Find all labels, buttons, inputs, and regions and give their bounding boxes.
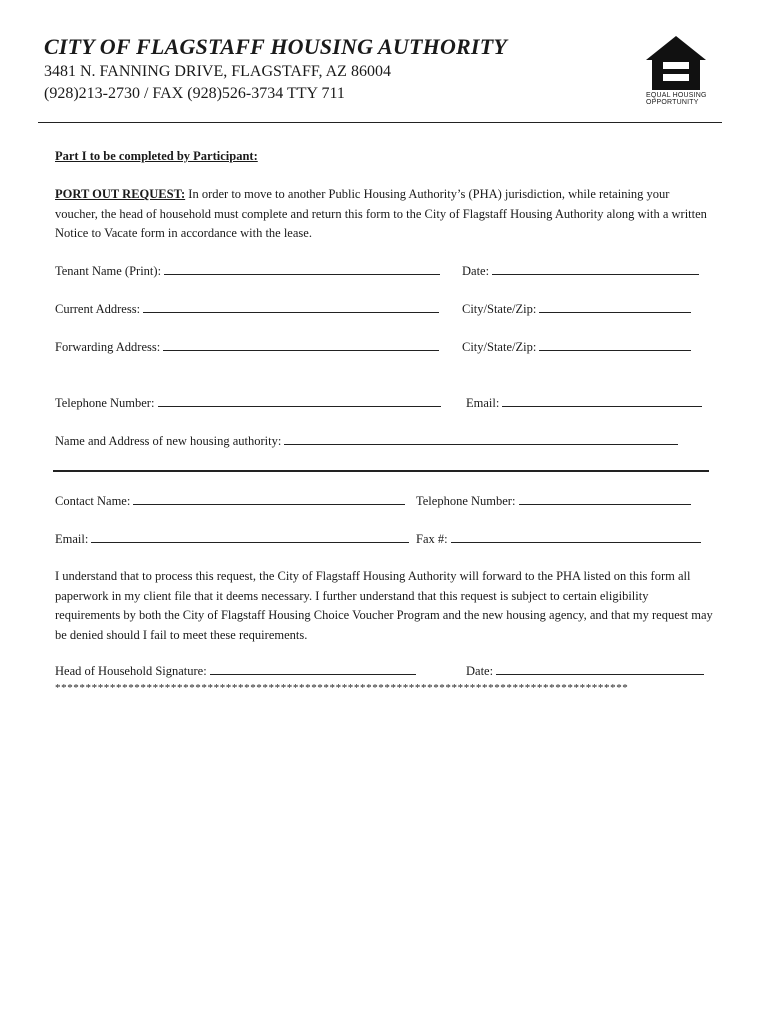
date-row bbox=[462, 262, 699, 279]
city-state-zip-label: City/State/Zip: bbox=[462, 302, 537, 316]
signature-label: Head of Household Signature: bbox=[55, 664, 207, 678]
header-divider bbox=[38, 122, 722, 123]
contact-email-label: Email: bbox=[55, 532, 89, 546]
authority-address: 3481 N. FANNING DRIVE, FLAGSTAFF, AZ 86004 bbox=[44, 63, 391, 80]
tenant-name-row bbox=[55, 262, 440, 279]
contact-telephone-label: Telephone Number: bbox=[416, 494, 516, 508]
signature-row bbox=[55, 662, 416, 679]
signature-date-line[interactable] bbox=[496, 662, 704, 675]
authority-title: CITY OF FLAGSTAFF HOUSING AUTHORITY bbox=[44, 34, 507, 59]
part1-heading: Part I to be completed by Participant: bbox=[55, 149, 258, 163]
telephone-label: Telephone Number: bbox=[55, 396, 155, 410]
new-authority-row bbox=[55, 432, 678, 449]
date-line[interactable] bbox=[492, 262, 699, 275]
current-address-label: Current Address: bbox=[55, 302, 141, 316]
email-label: Email: bbox=[466, 396, 500, 410]
fax-label: Fax #: bbox=[416, 532, 448, 546]
authority-address-line[interactable] bbox=[53, 470, 709, 472]
asterisk-separator: ********************************************************************************************** bbox=[55, 682, 629, 694]
telephone-row bbox=[55, 394, 441, 411]
request-title: PORT OUT REQUEST: bbox=[55, 187, 186, 201]
tenant-name-line[interactable] bbox=[164, 262, 440, 275]
forwarding-address-label: Forwarding Address: bbox=[55, 340, 161, 354]
forwarding-address-line[interactable] bbox=[163, 338, 439, 351]
contact-name-row bbox=[55, 492, 405, 509]
contact-name-label: Contact Name: bbox=[55, 494, 131, 508]
acknowledgement-paragraph: I understand that to process this request, the City of Flagstaff Housing Authority will forward to the PHA listed on this form all paperwork in my client file that it deems necessary. I further understand that this request is subject to certain eligibility requirements by both the City of Flagstaff Housing Choice Voucher Program and the new housing agency, and that my request may be denied should I fail to meet these requirements. bbox=[55, 569, 713, 642]
signature-line[interactable] bbox=[210, 662, 416, 675]
new-authority-label: Name and Address of new housing authority: bbox=[55, 434, 282, 448]
current-address-row bbox=[55, 300, 439, 317]
forwarding-city-state-zip-label: City/State/Zip: bbox=[462, 340, 537, 354]
port-out-request-paragraph bbox=[55, 185, 715, 244]
email-line[interactable] bbox=[502, 394, 702, 407]
tenant-name-label: Tenant Name (Print): bbox=[55, 264, 162, 278]
contact-name-line[interactable] bbox=[133, 492, 405, 505]
logo-text-line1: EQUAL HOUSING bbox=[646, 92, 707, 99]
fax-row bbox=[416, 530, 701, 547]
equal-housing-logo-text bbox=[646, 92, 707, 106]
signature-date-label: Date: bbox=[466, 664, 494, 678]
authority-phone: (928)213-2730 / FAX (928)526-3734 TTY 711 bbox=[44, 85, 345, 102]
email-row bbox=[466, 394, 702, 411]
contact-telephone-line[interactable] bbox=[519, 492, 691, 505]
contact-telephone-row bbox=[416, 492, 691, 509]
contact-email-line[interactable] bbox=[91, 530, 409, 543]
current-address-line[interactable] bbox=[143, 300, 439, 313]
city-state-zip-line[interactable] bbox=[539, 300, 691, 313]
new-authority-line[interactable] bbox=[284, 432, 678, 445]
telephone-line[interactable] bbox=[158, 394, 441, 407]
forwarding-address-row bbox=[55, 338, 439, 355]
signature-date-row bbox=[466, 662, 704, 679]
request-body: In order to move to another Public Housing Authority’s (PHA) jurisdiction, while retaining your voucher, the head of household must complete and return this form to the City of Flagstaff Housing Authority along with a written Notice to Vacate form in accordance with the lease. bbox=[55, 187, 707, 240]
fax-line[interactable] bbox=[451, 530, 701, 543]
logo-text-line2: OPPORTUNITY bbox=[646, 99, 699, 106]
forwarding-city-state-zip-row bbox=[462, 338, 691, 355]
forwarding-city-state-zip-line[interactable] bbox=[539, 338, 691, 351]
contact-email-row bbox=[55, 530, 409, 547]
city-state-zip-row bbox=[462, 300, 691, 317]
date-label: Date: bbox=[462, 264, 490, 278]
